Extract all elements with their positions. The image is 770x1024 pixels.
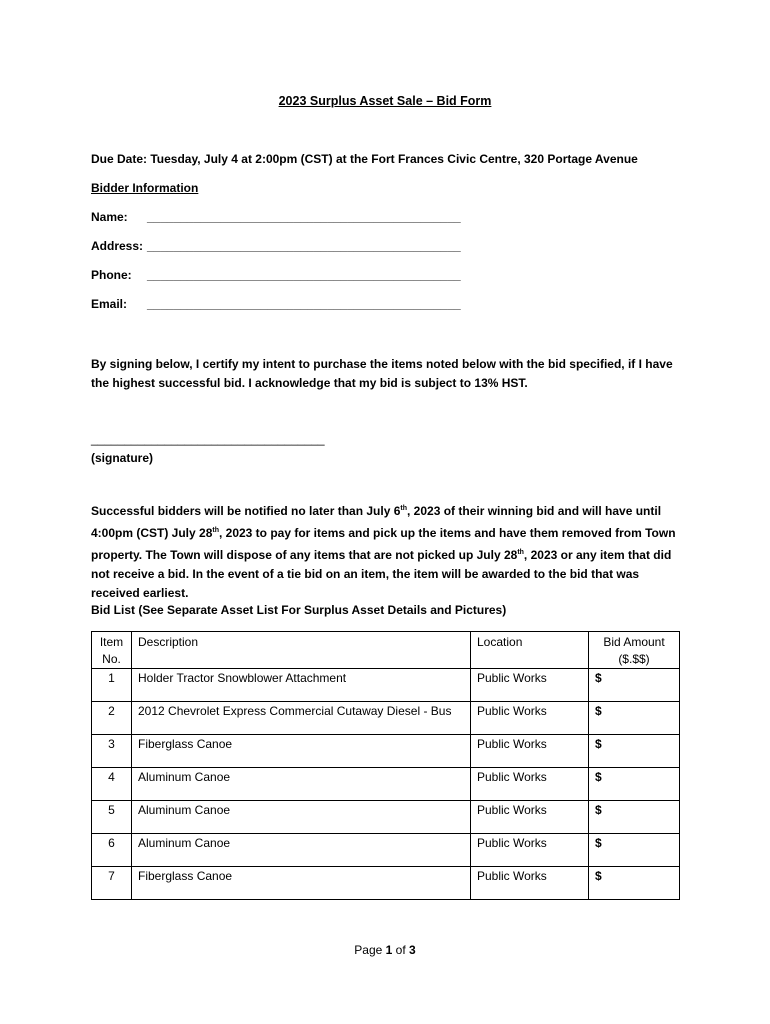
table-row [92,834,680,867]
total-page-count: 3 [409,943,416,957]
cell-bid-amount[interactable]: $ [589,867,680,900]
signature-label: (signature) [91,451,154,465]
cell-bid-amount[interactable]: $ [589,735,680,768]
table-row [92,768,680,801]
certify-paragraph: By signing below, I certify my intent to purchase the items noted below with the bid specified, if I have the highest successful bid. I acknowledge that my bid is subject to 13% HST. [91,357,673,390]
bid-table [91,631,680,900]
cell-bid-amount[interactable]: $ [589,801,680,834]
cell-item-no: 3 [92,735,132,768]
cell-description: Holder Tractor Snowblower Attachment [132,669,471,702]
cell-location: Public Works [471,801,589,834]
phone-field-row [91,268,461,282]
signature-line[interactable]: ___________________________________ [91,432,325,446]
name-label: Name: [91,210,128,224]
cell-item-no: 5 [92,801,132,834]
phone-field[interactable]: _______________________________________________ [147,268,461,282]
notice-text-3: , 2023 to pay for items and pick up the items and have them removed from Town property. The Town will dispose of any items that are not picked up July 28 [91,526,676,562]
email-label: Email: [91,297,128,311]
phone-label: Phone: [91,268,132,282]
email-field-row [91,297,461,311]
bid-list-heading: Bid List (See Separate Asset List For Surplus Asset Details and Pictures) [91,603,507,617]
cell-description: Fiberglass Canoe [132,867,471,900]
cell-bid-amount[interactable]: $ [589,669,680,702]
table-row [92,669,680,702]
cell-location: Public Works [471,768,589,801]
cell-bid-amount[interactable]: $ [589,768,680,801]
cell-item-no: 6 [92,834,132,867]
page-title: 2023 Surplus Asset Sale – Bid Form [278,94,492,108]
name-field[interactable]: _______________________________________________ [147,210,461,224]
header-location: Location [471,632,589,669]
cell-item-no: 7 [92,867,132,900]
due-date: Due Date: Tuesday, July 4 at 2:00pm (CST) at the Fort Frances Civic Centre, 320 Portage Avenue [91,152,638,166]
cell-location: Public Works [471,867,589,900]
cell-bid-amount[interactable]: $ [589,702,680,735]
notice-sup-2: th [212,527,219,534]
cell-description: Fiberglass Canoe [132,735,471,768]
table-row [92,867,680,900]
bidder-info-heading: Bidder Information [91,181,199,195]
header-description: Description [132,632,471,669]
cell-location: Public Works [471,702,589,735]
notice-sup-1: th [400,505,408,512]
cell-item-no: 2 [92,702,132,735]
address-label: Address: [91,239,144,253]
cell-description: Aluminum Canoe [132,801,471,834]
name-field-row [91,210,461,224]
cell-item-no: 4 [92,768,132,801]
cell-location: Public Works [471,669,589,702]
notice-sup-3: th [517,549,524,556]
cell-description: Aluminum Canoe [132,768,471,801]
page-word: Page [354,943,383,957]
address-field[interactable]: _______________________________________________ [147,239,461,253]
page-footer [0,943,770,957]
email-field[interactable]: _______________________________________________ [147,297,461,311]
notice-paragraph [91,499,686,603]
header-bid-amount: Bid Amount ($.$$) [589,632,680,669]
header-item-no: Item No. [92,632,132,669]
cell-item-no: 1 [92,669,132,702]
notice-text-4: , 2023 or any item that did not receive a bid. In the event of a tie bid on an item, the item will be awarded to the bid that was received earliest. [91,548,672,600]
current-page-number: 1 [385,943,393,957]
table-row [92,801,680,834]
notice-text-1: Successful bidders will be notified no later than July 6 [91,504,401,518]
cell-bid-amount[interactable]: $ [589,834,680,867]
table-row [92,735,680,768]
cell-location: Public Works [471,834,589,867]
bid-table-header [92,632,680,669]
cell-location: Public Works [471,735,589,768]
notice-text-2: , 2023 of their winning bid and will have until 4:00pm (CST) July 28 [91,504,662,540]
cell-description: Aluminum Canoe [132,834,471,867]
address-field-row [91,239,461,253]
table-row [92,702,680,735]
of-word: of [395,943,406,957]
cell-description: 2012 Chevrolet Express Commercial Cutaway Diesel - Bus [132,702,471,735]
